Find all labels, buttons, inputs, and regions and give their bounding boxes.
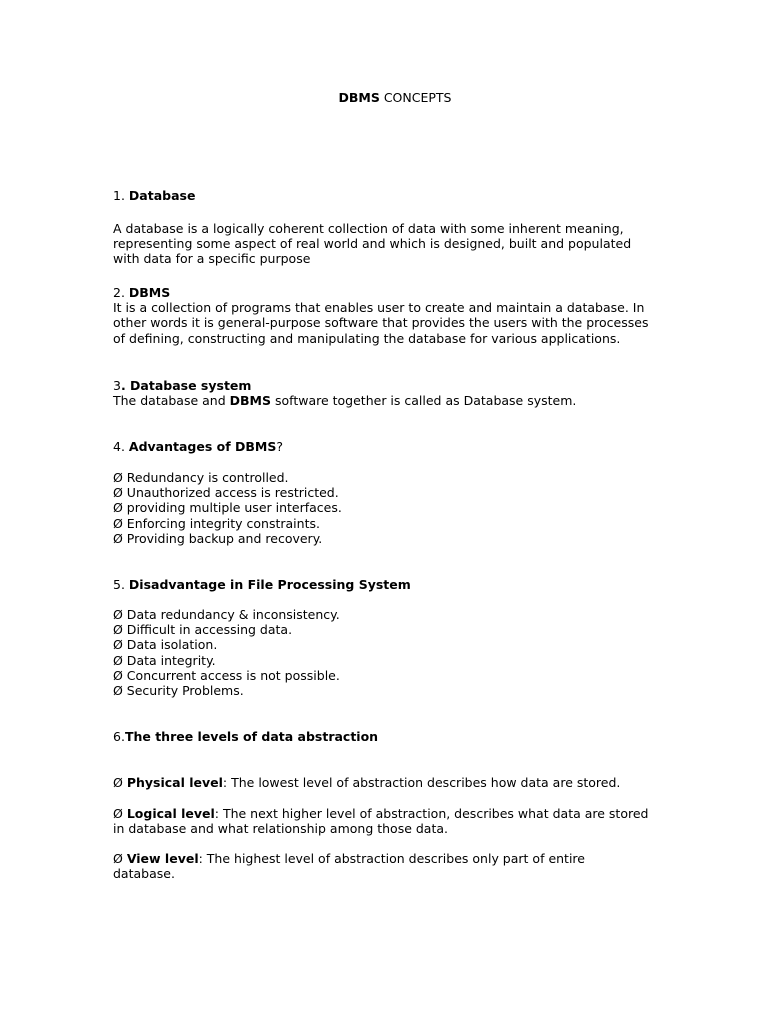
section-3-text-bold: DBMS (229, 393, 271, 409)
section-1-line: A database is a logically coherent collection of data with some inherent meaning, (113, 221, 624, 236)
level-text: : The highest level of abstraction describes only part of entire (198, 851, 585, 866)
section-3-text: software together is called as Database system. (271, 393, 577, 409)
level-name: View level (126, 851, 199, 866)
section-6-number: 6. (113, 729, 125, 744)
list-item: Ø Enforcing integrity constraints. (113, 515, 320, 531)
section-2-title: DBMS (128, 285, 171, 300)
section-2-heading (113, 285, 673, 300)
level-view (113, 851, 673, 881)
section-6-heading (113, 729, 673, 744)
level-logical (113, 806, 673, 836)
list-item: Ø Difficult in accessing data. (113, 622, 293, 638)
section-2-line: other words it is general-purpose software that provides the users with the processes (113, 315, 649, 331)
section-5-number: 5. (113, 577, 129, 592)
section-3-heading (113, 378, 673, 393)
level-bullet: Ø (113, 806, 127, 821)
level-name: Logical level (126, 806, 215, 821)
section-1-number: 1. (113, 188, 129, 203)
level-bullet: Ø (113, 775, 127, 790)
section-2-line: It is a collection of programs that enables user to create and maintain a database. In (113, 300, 645, 316)
document-title (0, 90, 768, 106)
list-item: Ø Concurrent access is not possible. (113, 667, 340, 683)
list-item: Ø Data isolation. (113, 637, 218, 653)
title-bold: DBMS (338, 90, 380, 105)
title-rest: CONCEPTS (379, 90, 452, 105)
section-2 (113, 285, 673, 346)
list-item: Ø Security Problems. (113, 682, 244, 698)
section-4-number: 4. (113, 439, 129, 454)
list-item: Ø Unauthorized access is restricted. (113, 485, 339, 501)
level-name: Physical level (126, 775, 223, 790)
section-4-list (113, 470, 673, 546)
section-2-line: of defining, constructing and manipulating the database for various applications. (113, 330, 621, 346)
section-5-title: Disadvantage in File Processing System (128, 577, 411, 592)
list-item: Ø providing multiple user interfaces. (113, 500, 342, 516)
level-physical (113, 775, 673, 790)
section-1-heading (113, 188, 673, 203)
section-3-title: . Database system (120, 378, 252, 393)
section-4-suffix: ? (276, 439, 284, 454)
level-bullet: Ø (113, 851, 127, 866)
level-view-line (113, 851, 673, 866)
section-1-line: representing some aspect of real world and which is designed, built and populated (113, 236, 632, 252)
section-5-list (113, 607, 673, 698)
list-item: Ø Providing backup and recovery. (113, 530, 323, 546)
section-2-number: 2. (113, 285, 129, 300)
level-text: database. (113, 866, 175, 882)
section-3 (113, 378, 673, 408)
list-item: Ø Data integrity. (113, 652, 216, 668)
section-5-heading (113, 577, 673, 592)
section-4-heading (113, 439, 673, 454)
list-item: Ø Redundancy is controlled. (113, 470, 289, 485)
section-6-title: The three levels of data abstraction (124, 729, 379, 744)
section-4-title: Advantages of DBMS (128, 439, 277, 454)
section-3-body (113, 393, 673, 408)
level-text: : The lowest level of abstraction describes how data are stored. (222, 775, 621, 790)
list-item: Ø Data redundancy & inconsistency. (113, 607, 340, 622)
section-1-body (113, 221, 673, 267)
level-logical-line (113, 806, 673, 821)
level-text: in database and what relationship among those data. (113, 821, 449, 837)
level-text: : The next higher level of abstraction, describes what data are stored (214, 806, 649, 821)
section-3-number: 3 (113, 378, 121, 393)
section-1-line: with data for a specific purpose (113, 251, 311, 267)
section-3-text: The database and (113, 393, 230, 409)
level-physical-line (113, 775, 673, 790)
section-1-title: Database (128, 188, 196, 203)
